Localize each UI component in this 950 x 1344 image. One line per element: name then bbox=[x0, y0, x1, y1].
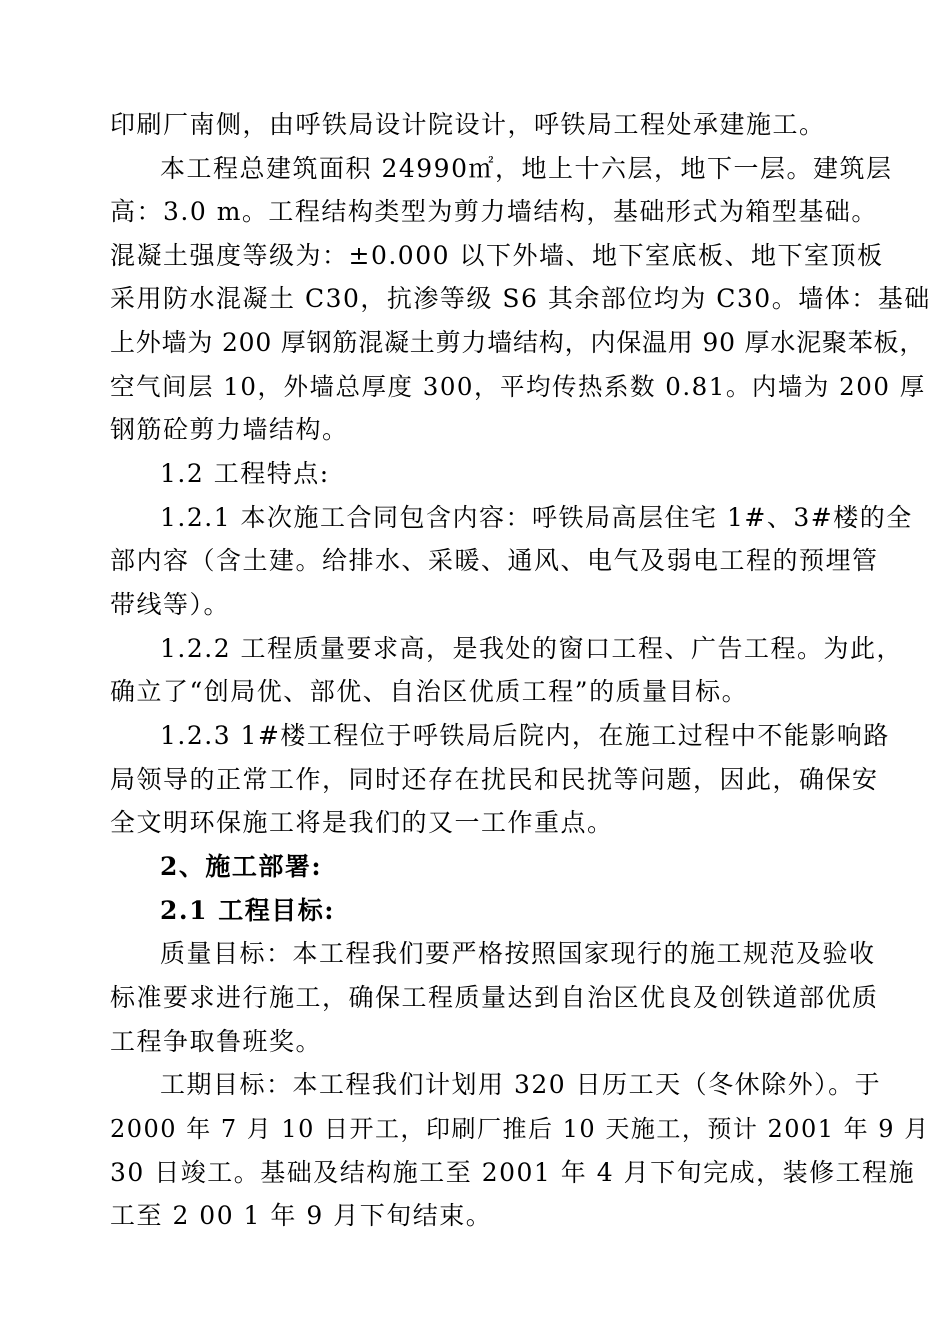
section-heading-1-2: 1.2 工程特点: bbox=[160, 459, 330, 488]
text-line: 空气间层 10，外墙总厚度 300，平均传热系数 0.81。内墙为 200 厚 bbox=[110, 372, 926, 401]
text-line: 确立了“创局优、部优、自治区优质工程”的质量目标。 bbox=[110, 677, 749, 706]
text-line: 工程争取鲁班奖。 bbox=[110, 1027, 323, 1056]
text-line: 高：3.0 m。工程结构类型为剪力墙结构，基础形式为箱型基础。 bbox=[110, 197, 878, 226]
text-line: 局领导的正常工作，同时还存在扰民和民扰等问题，因此，确保安 bbox=[110, 765, 879, 794]
paragraph-first-line: 本工程总建筑面积 24990㎡，地上十六层，地下一层。建筑层 bbox=[160, 154, 893, 183]
section-heading-2-1: 2.1 工程目标: bbox=[160, 896, 335, 925]
text-line: 采用防水混凝土 C30，抗渗等级 S6 其余部位均为 C30。墙体：基础 bbox=[110, 284, 931, 313]
text-line: 全文明环保施工将是我们的又一工作重点。 bbox=[110, 808, 614, 837]
text-line: 工至 2 00 1 年 9 月下旬结束。 bbox=[110, 1201, 493, 1230]
paragraph-first-line: 1.2.2 工程质量要求高，是我处的窗口工程、广告工程。为此， bbox=[160, 634, 904, 663]
text-line: 30 日竣工。基础及结构施工至 2001 年 4 月下旬完成，装修工程施 bbox=[110, 1158, 916, 1187]
text-line: 钢筋砼剪力墙结构。 bbox=[110, 415, 349, 444]
section-heading-2: 2、施工部署: bbox=[160, 852, 323, 881]
text-line: 混凝土强度等级为：±0.000 以下外墙、地下室底板、地下室顶板 bbox=[110, 241, 884, 270]
text-line: 带线等）。 bbox=[110, 590, 231, 619]
paragraph-first-line: 1.2.1 本次施工合同包含内容：呼铁局高层住宅 1#、3#楼的全 bbox=[160, 503, 913, 532]
text-line: 2000 年 7 月 10 日开工，印刷厂推后 10 天施工，预计 2001 年 9 月 bbox=[110, 1115, 930, 1143]
text-line: 部内容（含土建。给排水、采暖、通风、电气及弱电工程的预埋管 bbox=[110, 546, 879, 575]
text-line: 上外墙为 200 厚钢筋混凝土剪力墙结构，内保温用 90 厚水泥聚苯板， bbox=[110, 328, 926, 357]
paragraph-first-line: 质量目标：本工程我们要严格按照国家现行的施工规范及验收 bbox=[160, 939, 876, 968]
text-line: 标准要求进行施工，确保工程质量达到自治区优良及创铁道部优质 bbox=[110, 983, 879, 1012]
paragraph-first-line: 工期目标：本工程我们计划用 320 日历工天（冬休除外）。于 bbox=[160, 1070, 882, 1099]
paragraph-first-line: 1.2.3 1#楼工程位于呼铁局后院内，在施工过程中不能影响路 bbox=[160, 721, 890, 750]
text-line: 印刷厂南侧，由呼铁局设计院设计，呼铁局工程处承建施工。 bbox=[110, 110, 826, 139]
